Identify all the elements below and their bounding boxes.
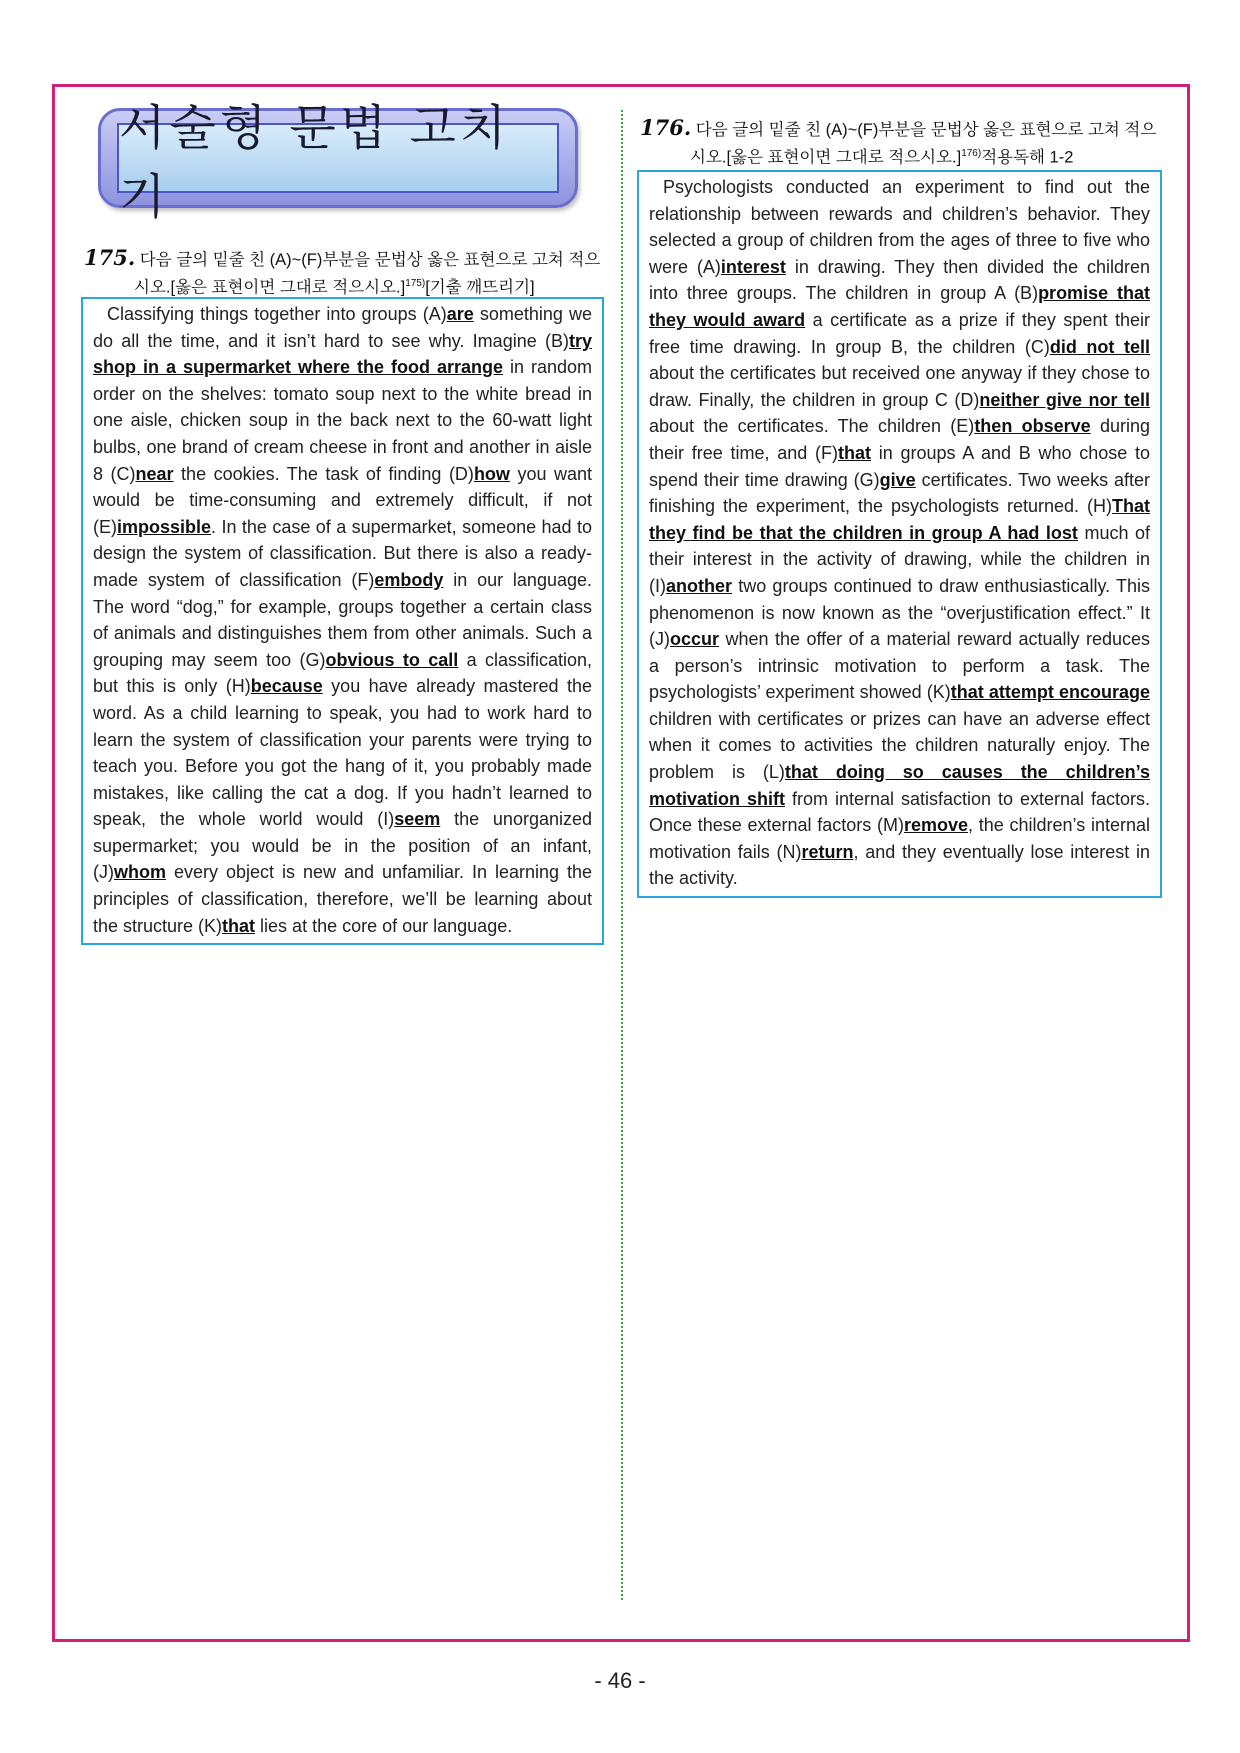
passage-176-text: [649, 174, 1150, 892]
underlined-phrase: obvious to call: [325, 649, 459, 670]
underlined-phrase: remove: [904, 815, 969, 836]
underlined-phrase: near: [135, 463, 174, 484]
underlined-phrase: return: [801, 841, 854, 862]
question-176-source: 적용독해 1-2: [981, 148, 1074, 167]
underlined-phrase: seem: [394, 809, 441, 830]
passage-176-box: [637, 170, 1162, 898]
passage-text-run: lies at the core of our language.: [255, 915, 513, 936]
underlined-phrase: try shop in a supermarket where the food arrange: [93, 330, 592, 378]
underlined-phrase: embody: [374, 569, 444, 590]
underlined-phrase: impossible: [117, 516, 212, 537]
passage-text-run: from internal satisfaction to external factors. Once these external factors (M): [649, 788, 1151, 836]
passage-text-run: Classifying things together into groups (A): [107, 304, 447, 324]
passage-text-run: in groups A and B who chose to spend their time drawing (G): [649, 442, 1150, 490]
question-176-number: 176.: [640, 115, 692, 140]
passage-text-run: , and they eventually lose interest in the activity.: [649, 841, 1150, 889]
underlined-phrase: interest: [720, 256, 786, 277]
underlined-phrase: how: [473, 463, 510, 484]
underlined-phrase: that attempt encourage: [950, 682, 1150, 703]
passage-text-run: the unorganized supermarket; you would be in the position of an infant, (J): [93, 809, 593, 883]
passage-text-run: in drawing. They then divided the children into three groups. The children in group A (B): [649, 256, 1150, 304]
question-176-instruction-line1: 다음 글의 밑줄 친 (A)~(F)부분을 문법상 옳은 표현으로 고쳐 적으: [695, 121, 1157, 139]
passage-text-run: , the children’s internal motivation fails (N): [649, 815, 1150, 862]
underlined-phrase: That they find be that the children in group A had lost: [649, 496, 1150, 543]
underlined-phrase: promise that they would award: [649, 283, 1150, 330]
underlined-phrase: are: [446, 304, 474, 324]
underlined-phrase: neither give nor tell: [979, 389, 1150, 410]
question-176-instruction-line2: 시오.[옳은 표현이면 그대로 적으시오.]: [690, 148, 962, 167]
passage-text-run: when the offer of a material reward actually reduces a person’s intrinsic motivation to perform a task. The psychologists’ experiment showed (K): [649, 629, 1150, 703]
passage-text-run: in our language. The word “dog,” for example, groups together a certain class of animals and distinguishes them from other animals. Such a grouping may seem too (G): [93, 569, 592, 670]
question-175-source: [기출 깨뜨리기]: [425, 278, 535, 297]
passage-text-run: Psychologists conducted an experiment to find out the relationship between rewards and children’s behavior. They selected a group of children from the ages of three to five who were (A): [649, 177, 1150, 277]
column-divider: [621, 110, 623, 1600]
question-175-instruction-line2: 시오.[옳은 표현이면 그대로 적으시오.]: [134, 278, 406, 297]
underlined-phrase: that: [837, 442, 871, 463]
passage-text-run: two groups continued to draw enthusiastically. This phenomenon is now known as the “overjustification effect.” It (J): [649, 575, 1150, 650]
question-176-footnote: 176): [961, 148, 982, 159]
underlined-phrase: that doing so causes the children’s motivation shift: [649, 762, 1150, 809]
question-175-number: 175.: [84, 245, 136, 270]
question-175-instruction-line1: 다음 글의 밑줄 친 (A)~(F)부분을 문법상 옳은 표현으로 고쳐 적으: [139, 251, 601, 269]
passage-text-run: you want would be time-consuming and extremely difficult, if not (E): [93, 463, 593, 537]
passage-175-box: [81, 297, 604, 945]
passage-text-run: you have already mastered the word. As a child learning to speak, you had to work hard to learn the system of classification your parents were trying to teach you. Before you got the hang of it, you probably made mistakes, like calling the cat a dog. If you hadn’t learned to speak, the whole world would (I): [93, 676, 592, 830]
passage-text-run: a classification, but this is only (H): [93, 649, 592, 697]
passage-text-run: . In the case of a supermarket, someone had to design the system of classification. But there is also a ready-made system of classification (F): [93, 516, 592, 590]
underlined-phrase: give: [879, 469, 916, 490]
passage-text-run: much of their interest in the activity of drawing, while the children in (I): [649, 522, 1151, 596]
passage-text-run: in random order on the shelves: tomato soup next to the white bread in one aisle, chicken soup in the back next to the 60-watt light bulbs, one brand of cream cheese in front and another in aisle 8 (C): [93, 357, 592, 484]
question-176-header: [640, 116, 1165, 170]
passage-text-run: about the certificates. The children (E): [649, 416, 975, 437]
underlined-phrase: did not tell: [1049, 336, 1150, 357]
section-title: 서술형 문법 고치기: [117, 123, 559, 193]
passage-text-run: the cookies. The task of finding (D): [173, 463, 474, 484]
passage-text-run: something we do all the time, and it isn’t hard to see why. Imagine (B): [93, 304, 593, 351]
question-175-header: [84, 246, 604, 300]
section-banner: [98, 100, 578, 225]
underlined-phrase: another: [666, 575, 733, 596]
page-number: - 46 -: [594, 1668, 646, 1693]
underlined-phrase: then observe: [974, 416, 1091, 437]
underlined-phrase: because: [250, 676, 323, 697]
passage-text-run: a certificate as a prize if they spent their free time drawing. In group B, the children (C): [649, 309, 1151, 357]
underlined-phrase: whom: [114, 862, 166, 883]
passage-text-run: during their free time, and (F): [649, 416, 1150, 463]
passage-text-run: about the certificates but received one anyway if they chose to draw. Finally, the children in group C (D): [649, 363, 1150, 410]
underlined-phrase: that: [222, 915, 256, 936]
underlined-phrase: occur: [670, 629, 720, 650]
passage-175-text: [93, 301, 592, 939]
passage-text-run: children with certificates or prizes can have an adverse effect when it comes to activities the children naturally enjoy. The problem is (L): [649, 708, 1150, 783]
passage-text-run: certificates. Two weeks after finishing the experiment, the psychologists returned. (H): [649, 469, 1150, 517]
passage-text-run: every object is new and unfamiliar. In learning the principles of classification, therefore, we’ll be learning about the structure (K): [93, 862, 592, 936]
question-175-footnote: 175): [405, 278, 426, 289]
